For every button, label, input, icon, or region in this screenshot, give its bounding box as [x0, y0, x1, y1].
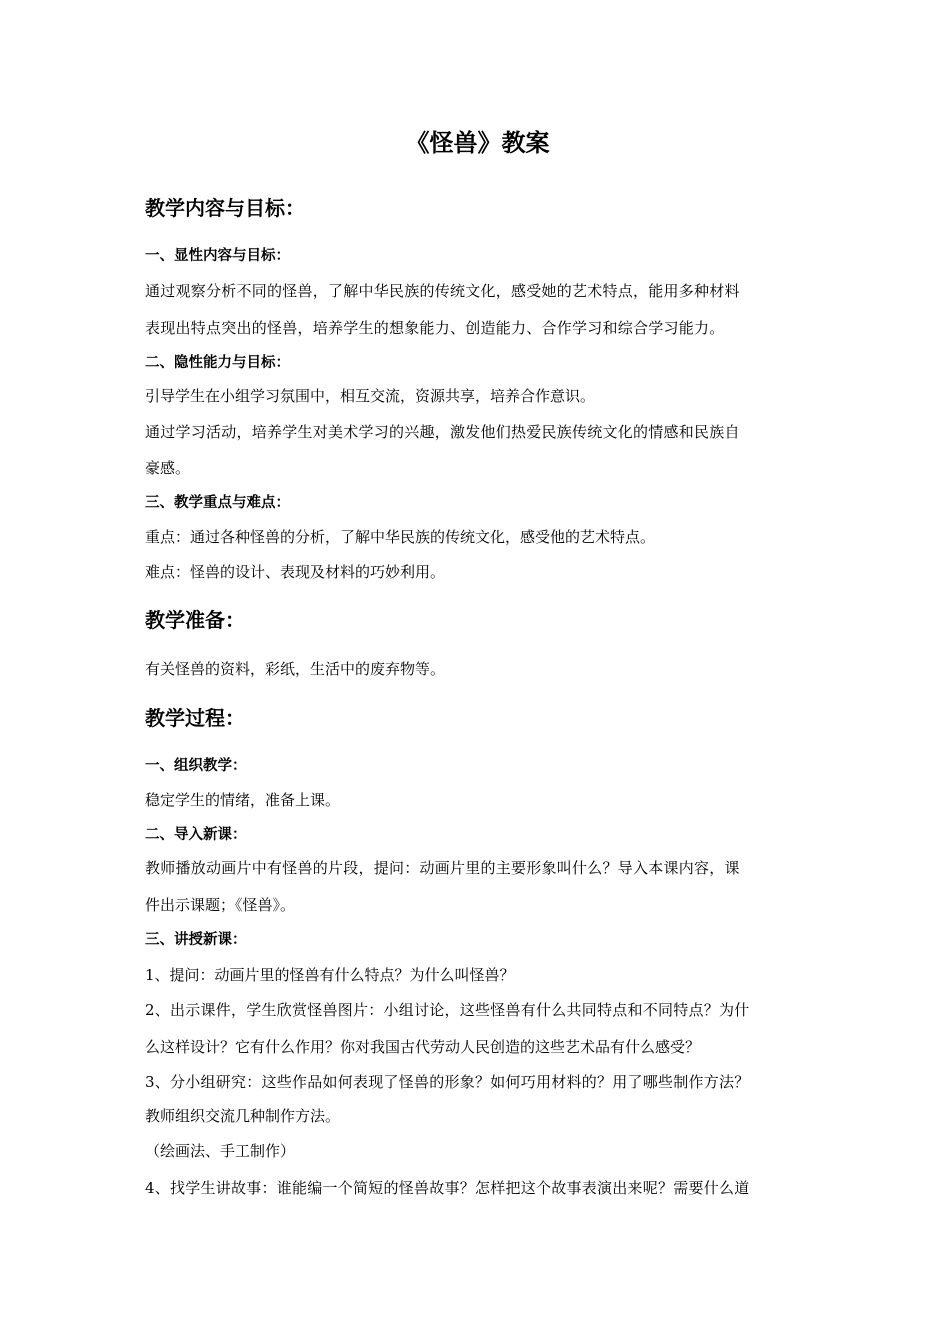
- paragraph-line: 2、出示课件，学生欣赏怪兽图片：小组讨论，这些怪兽有什么共同特点和不同特点？为什: [145, 1001, 750, 1019]
- section-heading-content-goals: 教学内容与目标：: [145, 196, 305, 220]
- subheading-intro: 二、导入新课：: [145, 826, 247, 843]
- subheading-organize: 一、组织教学：: [145, 757, 247, 774]
- paragraph-line: 3、分小组研究：这些作品如何表现了怪兽的形象？如何巧用材料的？用了哪些制作方法？: [145, 1073, 750, 1091]
- paragraph-line: 件出示课题；《怪兽》。: [145, 896, 296, 914]
- paragraph-line: 难点：怪兽的设计、表现及材料的巧妙利用。: [145, 563, 446, 581]
- paragraph-line: （绘画法、手工制作）: [145, 1142, 296, 1160]
- subheading-key-points: 三、教学重点与难点：: [145, 494, 290, 511]
- paragraph-line: 有关怪兽的资料，彩纸，生活中的废弃物等。: [145, 660, 446, 678]
- paragraph-line: 引导学生在小组学习氛围中，相互交流，资源共享，培养合作意识。: [145, 387, 596, 405]
- paragraph-line: 4、找学生讲故事：谁能编一个简短的怪兽故事？怎样把这个故事表演出来呢？需要什么道: [145, 1179, 750, 1197]
- paragraph-line: 通过学习活动，培养学生对美术学习的兴趣，激发他们热爱民族传统文化的情感和民族自: [145, 423, 740, 441]
- section-heading-preparation: 教学准备：: [145, 608, 245, 632]
- paragraph-line: 1、提问：动画片里的怪兽有什么特点？为什么叫怪兽？: [145, 966, 515, 984]
- subheading-teach: 三、讲授新课：: [145, 931, 247, 948]
- paragraph-line: 么这样设计？它有什么作用？你对我国古代劳动人民创造的这些艺术品有什么感受？: [145, 1038, 701, 1056]
- subheading-explicit-goals: 一、显性内容与目标：: [145, 247, 290, 264]
- paragraph-line: 重点：通过各种怪兽的分析，了解中华民族的传统文化，感受他的艺术特点。: [145, 528, 656, 546]
- paragraph-line: 教师组织交流几种制作方法。: [145, 1107, 341, 1125]
- subheading-implicit-goals: 二、隐性能力与目标：: [145, 354, 290, 371]
- section-heading-process: 教学过程：: [145, 706, 245, 730]
- document-title: 《怪兽》教案: [405, 128, 550, 157]
- paragraph-line: 稳定学生的情绪，准备上课。: [145, 791, 341, 809]
- paragraph-line: 教师播放动画片中有怪兽的片段，提问：动画片里的主要形象叫什么？导入本课内容，课: [145, 859, 740, 877]
- paragraph-line: 豪感。: [145, 459, 191, 477]
- paragraph-line: 表现出特点突出的怪兽，培养学生的想象能力、创造能力、合作学习和综合学习能力。: [145, 319, 725, 337]
- paragraph-line: 通过观察分析不同的怪兽，了解中华民族的传统文化，感受她的艺术特点，能用多种材料: [145, 282, 740, 300]
